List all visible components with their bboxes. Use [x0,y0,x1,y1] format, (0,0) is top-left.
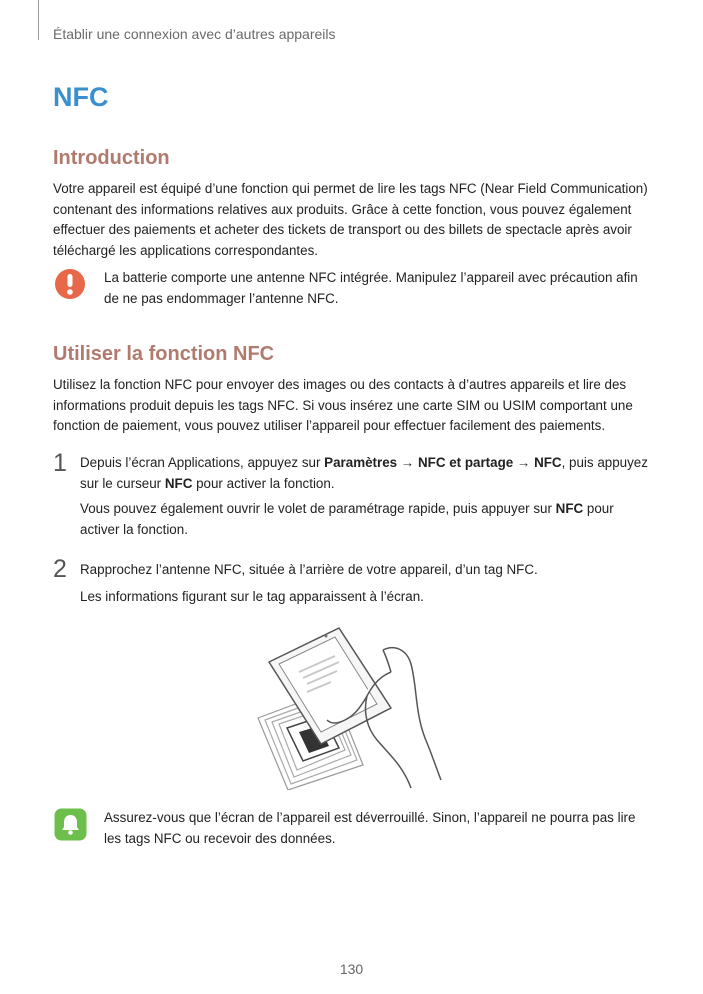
chapter-header: Établir une connexion avec d’autres appareils [53,26,336,42]
caution-icon [54,268,86,300]
step-1-subtext: Vous pouvez également ouvrir le volet de paramétrage rapide, puis appuyer sur NFC pour activer la fonction. [80,501,614,537]
page-number: 130 [339,961,364,977]
note-text: Assurez-vous que l’écran de l’appareil est déverrouillé. Sinon, l’appareil ne pourra pas lire les tags NFC ou recevoir des données. [104,810,636,846]
step-2-subtext: Les informations figurant sur le tag apparaissent à l’écran. [80,589,424,604]
bell-note-icon [54,808,87,841]
step-number: 2 [53,555,67,583]
section-heading-introduction: Introduction [53,147,170,169]
step-1-text: Depuis l’écran Applications, appuyez sur Paramètres → NFC et partage → NFC, puis appuyez sur le curseur NFC pour activer la fonction. [80,455,648,491]
usage-paragraph: Utilisez la fonction NFC pour envoyer des images ou des contacts à d’autres appareils et lire des informations produit depuis les tags NFC. Si vous insérez une carte SIM ou USIM comportant une fonction de paiement, vous pouvez utiliser l’appareil pour effectuer facilement des paiements. [53,377,633,433]
nfc-illustration [255,620,455,790]
page-title: NFC [53,82,109,112]
step-2-text: Rapprochez l’antenne NFC, située à l’arrière de votre appareil, d’un tag NFC. [80,562,538,577]
step-number: 1 [53,449,67,477]
header-divider [38,0,39,40]
caution-text: La batterie comporte une antenne NFC intégrée. Manipulez l’appareil avec précaution afin de ne pas endommager l’antenne NFC. [104,270,638,306]
intro-paragraph: Votre appareil est équipé d’une fonction qui permet de lire les tags NFC (Near Field Communication) contenant des informations relatives aux produits. Grâce à cette fonction, vous pouvez également effectuer des paiements et acheter des tickets de transport ou des billets de spectacle après avoir téléchargé les applications correspondantes. [53,181,648,258]
section-heading-usage: Utiliser la fonction NFC [53,343,275,365]
